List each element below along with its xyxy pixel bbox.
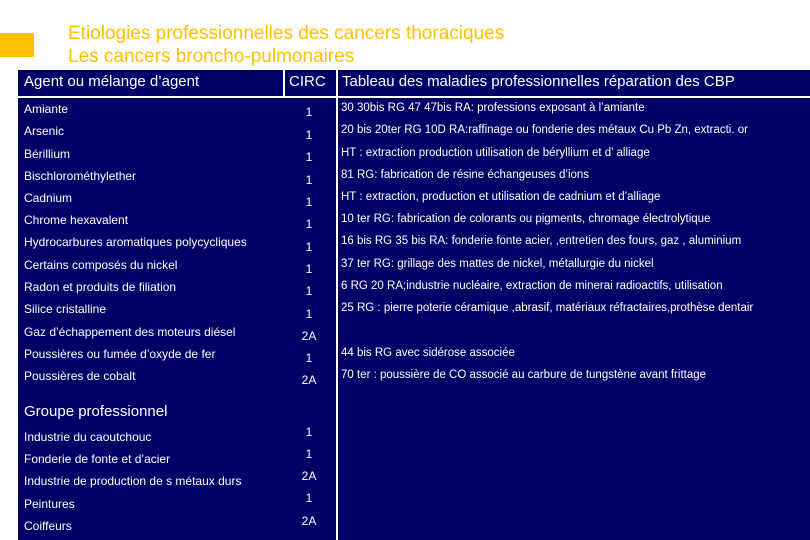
agent-circ: 1	[305, 262, 313, 276]
agent-name: Radon et produits de filiation	[24, 280, 177, 294]
group-title: Groupe professionnel	[24, 403, 168, 420]
agent-desc: 16 bis RG 35 bis RA: fonderie fonte acier, ,entretien des fours, gaz , aluminium	[341, 235, 742, 247]
agent-name: Bischlorométhylether	[24, 169, 137, 183]
header-column-divider	[283, 70, 285, 96]
agent-circ: 1	[305, 128, 313, 142]
agent-name: Bérillium	[24, 147, 71, 161]
header-tableau: Tableau des maladies professionnelles réparation des CBP	[342, 73, 735, 90]
agent-circ: 1	[305, 240, 313, 254]
agent-circ: 1	[305, 284, 313, 298]
group-name: Fonderie de fonte et d’acier	[24, 452, 171, 466]
header-divider	[18, 96, 810, 98]
page-title	[68, 22, 504, 68]
title-line-1: Etiologies professionnelles des cancers thoraciques	[68, 23, 505, 44]
group-name: Coiffeurs	[24, 519, 72, 533]
agent-name: Arsenic	[24, 124, 65, 138]
agent-name: Amiante	[24, 102, 69, 116]
agent-circ: 2A	[301, 329, 317, 343]
agent-name: Cadnium	[24, 191, 73, 205]
agent-circ: 1	[305, 105, 313, 119]
group-circ: 2A	[301, 469, 317, 483]
header-circ: CIRC	[289, 73, 326, 90]
agent-name: Gaz d’échappement des moteurs diésel	[24, 325, 236, 339]
agent-name: Hydrocarbures aromatiques polycycliques	[24, 235, 247, 249]
agent-name: Poussières ou fumée d’oxyde de fer	[24, 347, 216, 361]
group-name: Industrie de production de s métaux durs	[24, 474, 242, 488]
agent-name: Chrome hexavalent	[24, 213, 129, 227]
agent-circ: 1	[305, 195, 313, 209]
agent-circ: 1	[305, 351, 313, 365]
agent-name: Poussières de cobalt	[24, 369, 136, 383]
group-name: Industrie du caoutchouc	[24, 430, 152, 444]
group-circ: 1	[305, 491, 313, 505]
agent-desc: 44 bis RG avec sidérose associée	[341, 347, 515, 359]
agent-desc: 25 RG : pierre poterie céramique ,abrasif, matériaux réfractaires,prothèse dentair	[341, 302, 754, 314]
agent-desc: 6 RG 20 RA;industrie nucléaire, extraction de minerai radioactifs, utilisation	[341, 280, 723, 292]
group-circ: 2A	[301, 514, 317, 528]
agent-desc: 20 bis 20ter RG 10D RA:raffinage ou fonderie des métaux Cu Pb Zn, extracti. or	[341, 124, 748, 136]
agent-name: Certains composés du nickel	[24, 258, 178, 272]
agent-desc: 81 RG: fabrication de résine échangeuses d’ions	[341, 169, 590, 181]
agent-desc: HT : extraction, production et utilisation de cadnium et d’alliage	[341, 191, 661, 203]
agent-desc: 70 ter : poussière de CO associé au carbure de tungstène avant frittage	[341, 369, 707, 381]
group-name: Peintures	[24, 497, 75, 511]
agent-circ: 1	[305, 150, 313, 164]
agent-desc: 37 ter RG: grillage des mattes de nickel, métallurgie du nickel	[341, 258, 654, 270]
agent-name: Silice cristalline	[24, 302, 107, 316]
agent-circ: 1	[305, 173, 313, 187]
agent-circ: 1	[305, 217, 313, 231]
agent-desc: 10 ter RG: fabrication de colorants ou pigments, chromage électrolytique	[341, 213, 711, 225]
accent-square	[0, 33, 34, 57]
agent-circ: 1	[305, 307, 313, 321]
agent-circ: 2A	[301, 373, 317, 387]
group-circ: 1	[305, 447, 313, 461]
group-circ: 1	[305, 425, 313, 439]
column-divider	[336, 70, 338, 540]
agent-desc: HT : extraction production utilisation de béryllium et d’ alliage	[341, 147, 650, 159]
title-line-2: Les cancers broncho-pulmonaires	[68, 46, 355, 67]
agent-desc: 30 30bis RG 47 47bis RA: professions exposant à l’amiante	[341, 102, 645, 114]
header-agent: Agent ou mélange d’agent	[24, 73, 200, 90]
